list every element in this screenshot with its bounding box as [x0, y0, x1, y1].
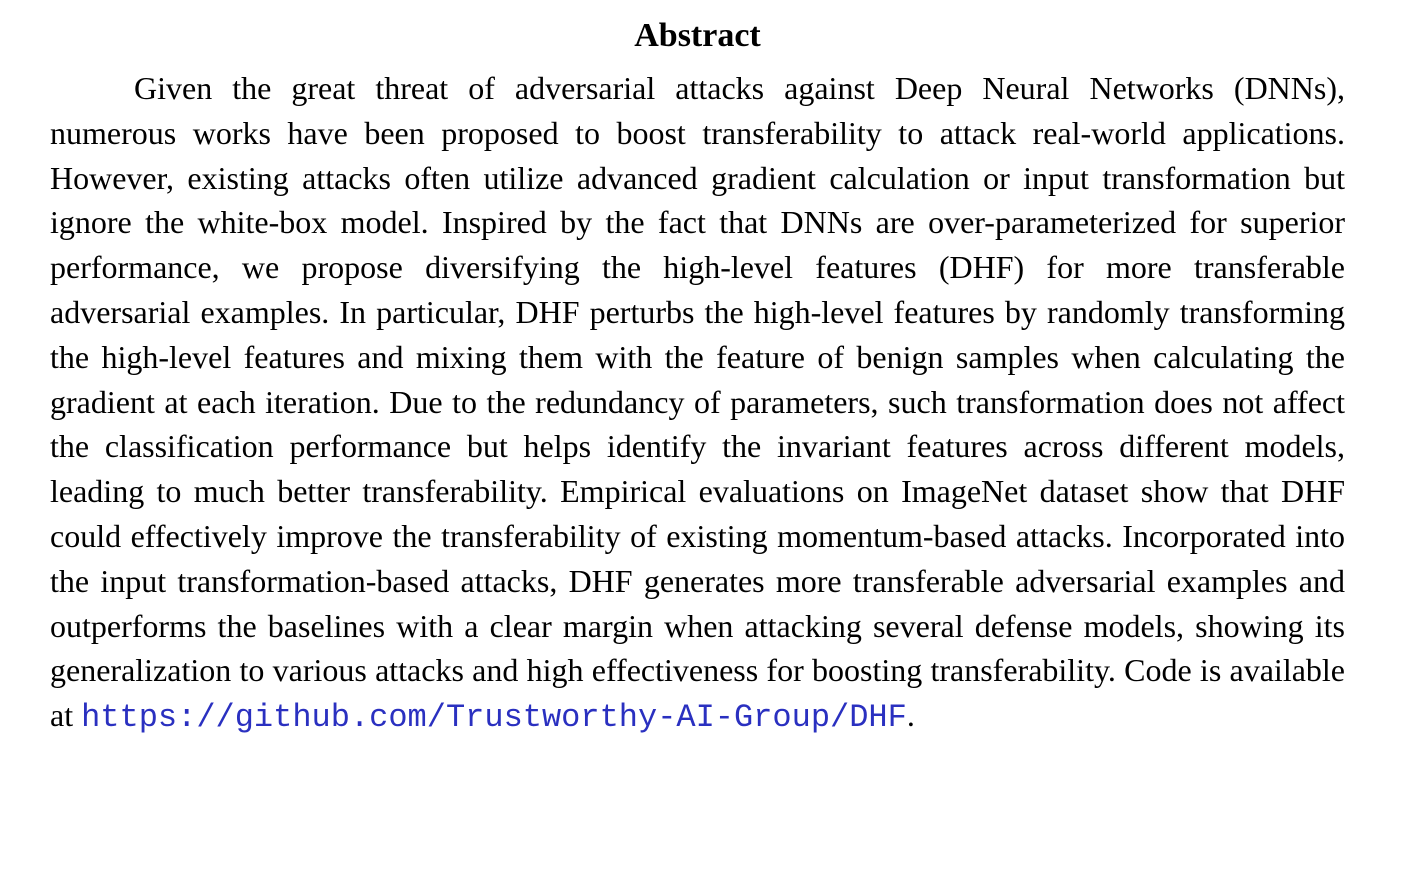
abstract-heading: Abstract — [634, 17, 761, 54]
paper-page — [50, 0, 1345, 741]
abstract-trailing-period: . — [906, 697, 915, 734]
abstract-paragraph — [50, 66, 1345, 741]
abstract-body-text: Given the great threat of adversarial attacks against Deep Neural Networks (DNNs), numerous works have been proposed to boost transferability to attack real-world applications. However, existing attacks often utilize advanced gradient calculation or input transformation but ignore the white-box model. Inspired by the fact that DNNs are over-parameterized for superior performance, we propose diversifying the high-level features (DHF) for more transferable adversarial examples. In particular, DHF perturbs the high-level features by randomly transforming the high-level features and mixing them with the feature of benign samples when calculating the gradient at each iteration. Due to the redundancy of parameters, such transformation does not affect the classification performance but helps identify the invariant features across different models, leading to much better transferability. Empirical evaluations on ImageNet dataset show that DHF could effectively improve the transferability of existing momentum-based attacks. Incorporated into the input transformation-based attacks, DHF generates more transferable adversarial examples and outperforms the baselines with a clear margin when attacking several defense models, showing its generalization to various attacks and high effectiveness for boosting transferability. Code is available at — [50, 70, 1345, 734]
code-link[interactable]: https://github.com/Trustworthy-AI-Group/DHF — [81, 699, 907, 737]
